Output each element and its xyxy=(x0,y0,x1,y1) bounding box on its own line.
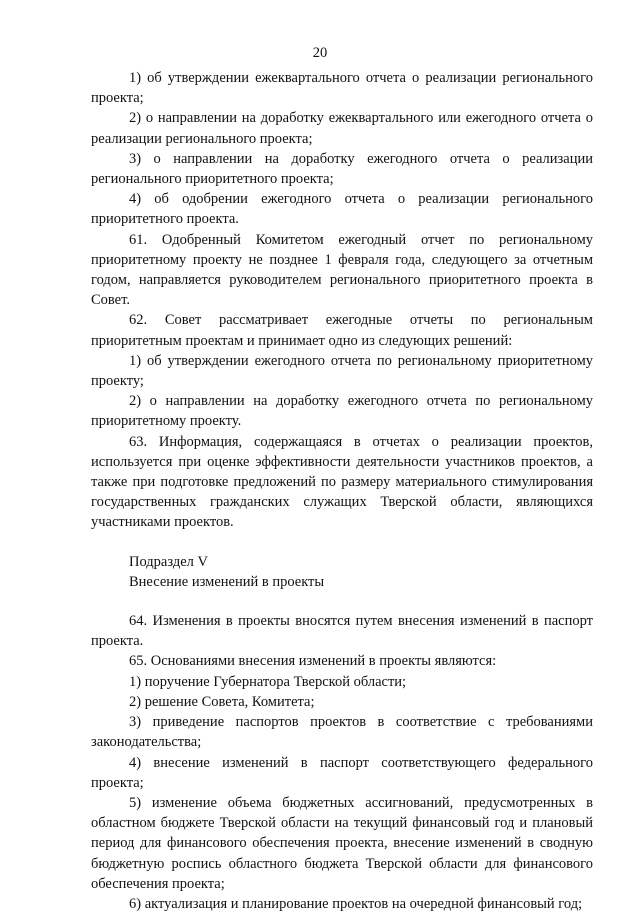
document-body xyxy=(91,68,593,914)
paragraph: 2) решение Совета, Комитета; xyxy=(129,693,315,710)
paragraph: 2) о направлении на доработку ежегодного отчета по региональному приоритетному проекту. xyxy=(91,393,593,430)
paragraph: 62. Совет рассматривает ежегодные отчеты по региональным приоритетным проектам и принимает одно из следующих решений: xyxy=(91,312,593,349)
paragraph: 6) актуализация и планирование проектов на очередной финансовый год; xyxy=(129,895,583,912)
paragraph: 61. Одобренный Комитетом ежегодный отчет по региональному приоритетному проекту не позднее 1 февраля года, следующего за отчетным годом, направляется руководителем регионального приоритетного проекта в Совет. xyxy=(91,231,593,309)
paragraph: 63. Информация, содержащаяся в отчетах о реализации проектов, используется при оценке эффективности деятельности участников проектов, а также при подготовке предложений по размеру материального стимулирования государственных гражданских служащих Тверской области, являющихся участниками проектов. xyxy=(91,433,593,531)
paragraph: 5) изменение объема бюджетных ассигнований, предусмотренных в областном бюджете Тверской области на текущий финансовый год и плановый период для финансового обеспечения проекта, внесение изменений в сводную бюджетную роспись областного бюджета Тверской области для финансового обеспечения проекта; xyxy=(91,794,593,892)
subsection-heading xyxy=(91,552,593,592)
paragraph: 64. Изменения в проекты вносятся путем внесения изменений в паспорт проекта. xyxy=(91,613,593,650)
paragraph: 1) об утверждении ежегодного отчета по региональному приоритетному проекту; xyxy=(91,352,593,390)
paragraph: 65. Основаниями внесения изменений в проекты являются: xyxy=(129,653,497,670)
paragraph: 4) внесение изменений в паспорт соответствующего федерального проекта; xyxy=(91,754,593,791)
subsection-label: Подраздел V xyxy=(129,553,208,570)
subsection-title: Внесение изменений в проекты xyxy=(129,573,325,590)
paragraph: 2) о направлении на доработку ежеквартального или ежегодного отчета о реализации регионального проекта; xyxy=(91,110,593,147)
paragraph: 3) о направлении на доработку ежегодного отчета о реализации регионального приоритетного проекта; xyxy=(91,150,593,188)
paragraph: 4) об одобрении ежегодного отчета о реализации регионального приоритетного проекта. xyxy=(91,191,593,228)
paragraph: 1) поручение Губернатора Тверской области; xyxy=(129,673,407,690)
page-number: 20 xyxy=(312,45,328,61)
paragraph: 1) об утверждении ежеквартального отчета о реализации регионального проекта; xyxy=(91,70,593,107)
paragraph: 3) приведение паспортов проектов в соответствие с требованиями законодательства; xyxy=(91,714,593,751)
